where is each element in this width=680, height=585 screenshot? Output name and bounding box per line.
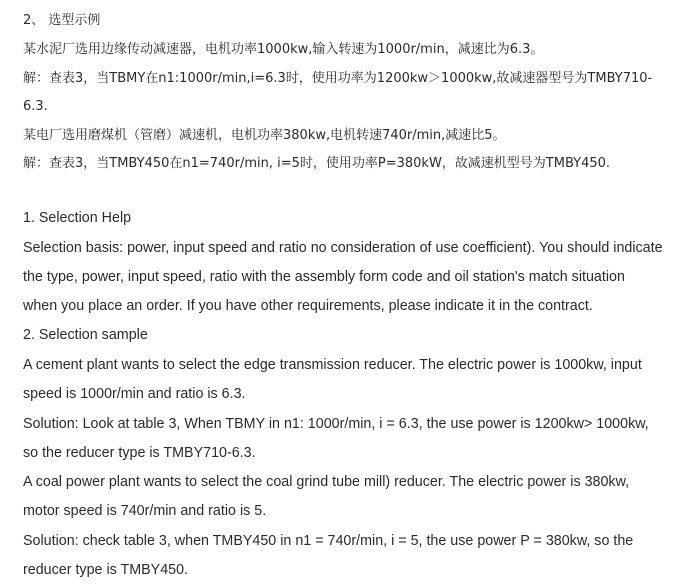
paragraph-line: A cement plant wants to select the edge transmission reducer. The electric power is 1000kw, input: [23, 357, 642, 373]
chinese-line: 解：查表3，当TBMY在n1:1000r/min,i=6.3时，使用功率为1200kw＞1000kw,故减速器型号为TMBY710-: [23, 71, 653, 86]
paragraph-line: Selection basis: power, input speed and ratio no consideration of use coefficient). You should indicate: [23, 240, 663, 256]
paragraph-line: when you place an order. If you have other requirements, please indicate it in the contract.: [23, 298, 593, 314]
section-heading-selection-help: 1. Selection Help: [23, 210, 132, 226]
section-heading-selection-sample: 2. Selection sample: [23, 327, 148, 343]
chinese-line: 6.3.: [23, 99, 48, 114]
paragraph-line: motor speed is 740r/min and ratio is 5.: [23, 503, 267, 519]
paragraph-line: reducer type is TMBY450.: [23, 562, 189, 578]
paragraph-line: so the reducer type is TMBY710-6.3.: [23, 445, 256, 461]
chinese-line: 某水泥厂选用边缘传动减速器，电机功率1000kw,输入转速为1000r/min，减速比为6.3。: [23, 42, 544, 57]
paragraph-line: speed is 1000r/min and ratio is 6.3.: [23, 386, 246, 402]
paragraph-line: Solution: check table 3, when TMBY450 in n1 = 740r/min, i = 5, the use power P = 380kw, so the: [23, 533, 634, 549]
paragraph-line: Solution: Look at table 3, When TBMY in n1: 1000r/min, i = 6.3, the use power is 1200kw> 1000kw,: [23, 416, 649, 432]
chinese-heading: 2、 选型示例: [23, 13, 101, 28]
chinese-line: 解：查表3，当TMBY450在n1=740r/min, i=5时，使用功率P=380kW，故减速机型号为TMBY450.: [23, 156, 611, 171]
chinese-line: 某电厂选用磨煤机（管磨）减速机，电机功率380kw,电机转速740r/min,减速比5。: [23, 128, 506, 143]
paragraph-line: A coal power plant wants to select the coal grind tube mill) reducer. The electric power is 380kw,: [23, 474, 630, 490]
paragraph-line: the type, power, input speed, ratio with the assembly form code and oil station's match situation: [23, 269, 625, 285]
